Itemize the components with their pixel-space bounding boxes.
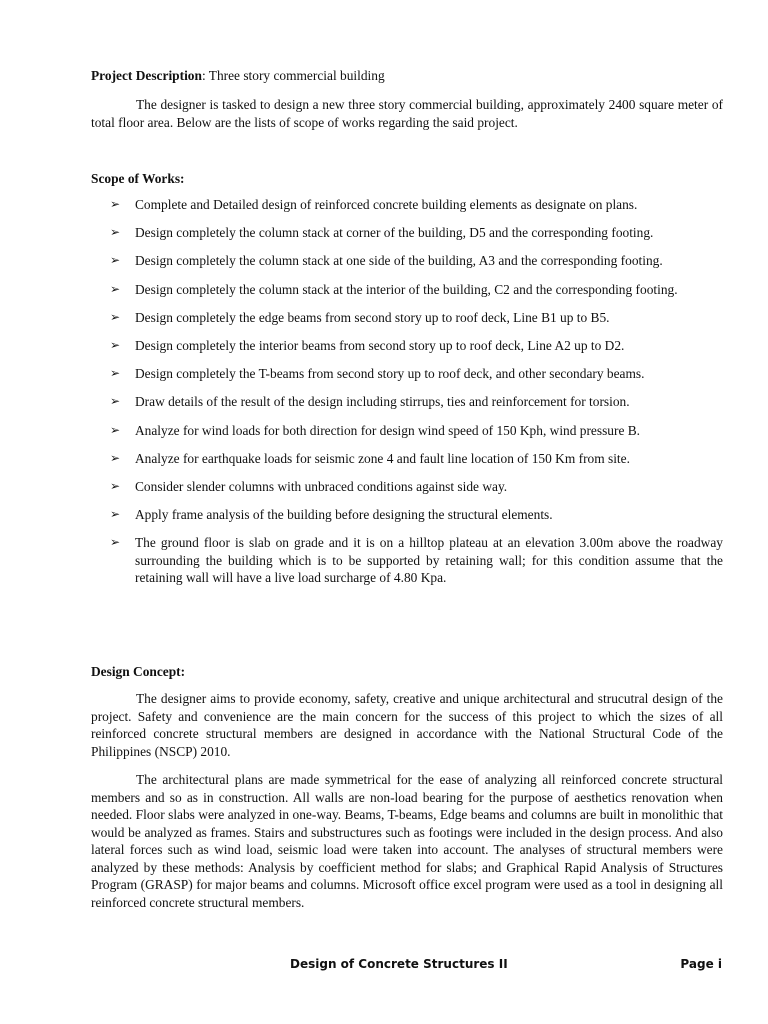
arrowhead-bullet-icon: ➢ — [110, 394, 121, 409]
scope-item — [110, 252, 723, 270]
scope-item — [110, 224, 723, 242]
scope-item — [110, 450, 723, 468]
scope-item-text: The ground floor is slab on grade and it is on a hilltop plateau at an elevation 3.00m above the roadway surrounding the building which is to be supported by retaining wall; for this condition assume that the retaining wall will have a live load surcharge of 4.80 Kpa. — [135, 535, 723, 586]
arrowhead-bullet-icon: ➢ — [110, 422, 121, 437]
page-footer — [0, 957, 768, 977]
design-concept-paragraph-1: The designer aims to provide economy, safety, creative and unique architectural and strucutral design of the project. Safety and convenience are the main concern for the success of this project to which the sizes of all reinforced concrete structural members are designed in accordance with the National Structural Code of the Philippines (NSCP) 2010. — [91, 691, 723, 759]
arrowhead-bullet-icon: ➢ — [110, 478, 121, 493]
design-concept-paragraph-2: The architectural plans are made symmetrical for the ease of analyzing all reinforced concrete structural members and so as in construction. All walls are non-load bearing for the purpose of aesthetics renovation when needed. Floor slabs were analyzed in one-way. Beams, T-beams, Edge beams and columns are built in monolithic that would be analyzed as frames. Stairs and substructures such as footings were included in the design process. And also lateral forces such as wind load, seismic load were taken into account. The analyses of structural members were analyzed by these methods: Analysis by coefficient method for slabs; and Graphical Rapid Analysis of Structures Program (GRASP) for major beams and columns. Microsoft office excel program were used as a tool in designing all reinforced concrete structural members. — [91, 772, 723, 910]
scope-item-text: Design completely the interior beams from second story up to roof deck, Line A2 up to D2. — [135, 337, 625, 353]
scope-item-text: Design completely the edge beams from second story up to roof deck, Line B1 up to B5. — [135, 309, 610, 325]
scope-item — [110, 534, 723, 587]
arrowhead-bullet-icon: ➢ — [110, 507, 121, 522]
scope-item — [110, 196, 723, 214]
scope-item-text: Analyze for wind loads for both direction for design wind speed of 150 Kph, wind pressure B. — [135, 422, 641, 438]
scope-item-text: Consider slender columns with unbraced conditions against side way. — [135, 478, 508, 494]
project-description-label: Project Description — [91, 68, 202, 83]
scope-item — [110, 393, 723, 411]
arrowhead-bullet-icon: ➢ — [110, 253, 121, 268]
arrowhead-bullet-icon: ➢ — [110, 309, 121, 324]
scope-list — [110, 196, 723, 597]
scope-item-text: Complete and Detailed design of reinforced concrete building elements as designate on plans. — [135, 197, 638, 212]
scope-item — [110, 506, 723, 524]
scope-item — [110, 309, 723, 327]
scope-item-text: Apply frame analysis of the building before designing the structural elements. — [135, 507, 553, 523]
scope-item-text: Design completely the column stack at the interior of the building, C2 and the corresponding footing. — [135, 281, 678, 297]
scope-heading: Scope of Works: — [91, 171, 185, 186]
project-description-value: : Three story commercial building — [201, 68, 385, 83]
arrowhead-bullet-icon: ➢ — [110, 197, 121, 211]
scope-item-text: Design completely the T-beams from second story up to roof deck, and other secondary beams. — [135, 366, 645, 382]
scope-item-text: Draw details of the result of the design including stirrups, ties and reinforcement for torsion. — [135, 394, 630, 410]
scope-item — [110, 365, 723, 383]
scope-item-text: Design completely the column stack at one side of the building, A3 and the corresponding footing. — [135, 253, 663, 269]
footer-title: Design of Concrete Structures II — [290, 957, 508, 971]
arrowhead-bullet-icon: ➢ — [110, 225, 121, 240]
scope-item — [110, 337, 723, 355]
page-number: Page i — [680, 957, 722, 971]
scope-item-text: Design completely the column stack at corner of the building, D5 and the corresponding footing. — [135, 225, 654, 241]
arrowhead-bullet-icon: ➢ — [110, 337, 121, 352]
arrowhead-bullet-icon: ➢ — [110, 535, 121, 550]
project-description-line — [91, 67, 385, 85]
arrowhead-bullet-icon: ➢ — [110, 366, 121, 381]
project-paragraph: The designer is tasked to design a new three story commercial building, approximately 2400 square meter of total floor area. Below are the lists of scope of works regarding the said project. — [91, 97, 723, 130]
scope-item — [110, 281, 723, 299]
arrowhead-bullet-icon: ➢ — [110, 281, 121, 296]
design-concept-heading: Design Concept: — [91, 664, 186, 679]
scope-item-text: Analyze for earthquake loads for seismic zone 4 and fault line location of 150 Km from site. — [135, 450, 630, 466]
scope-item — [110, 478, 723, 496]
scope-item — [110, 422, 723, 440]
arrowhead-bullet-icon: ➢ — [110, 450, 121, 465]
